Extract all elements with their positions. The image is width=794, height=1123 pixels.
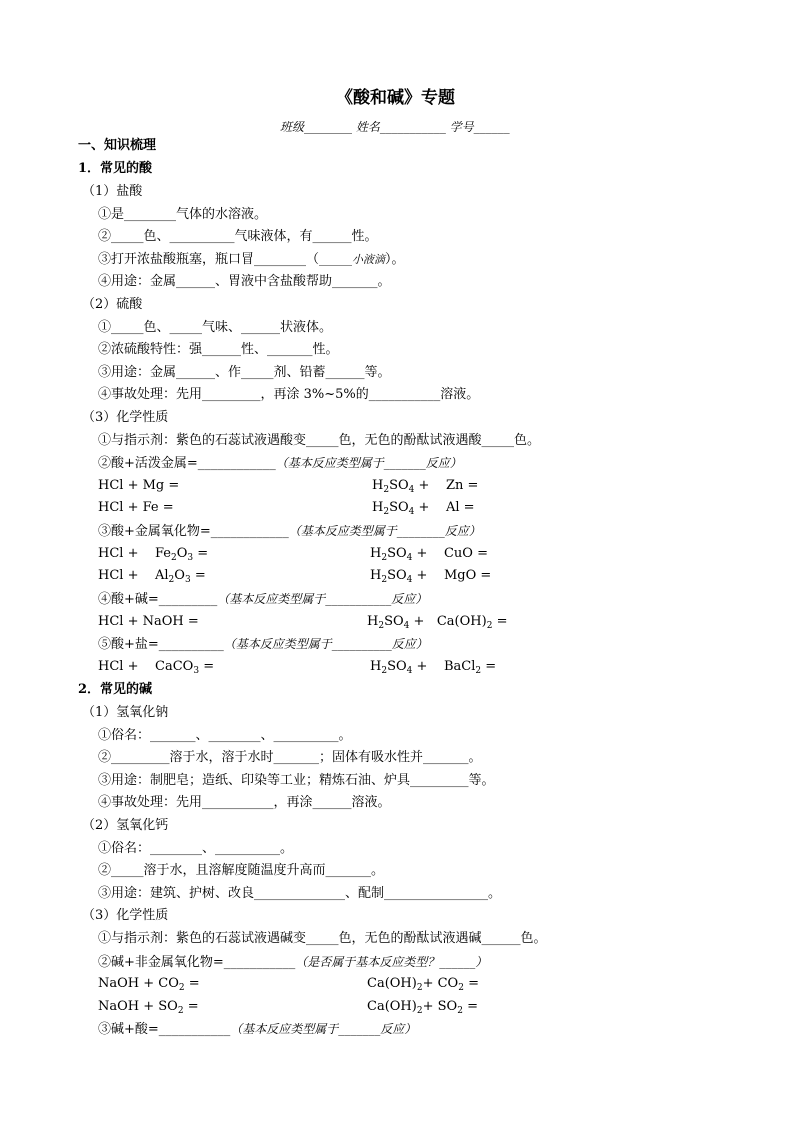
eq-hcl-al2o3-sub3: 3 [184,575,191,585]
eq-h2so4-bacl2-h: H [370,659,382,674]
eq-h2so4-caoh2-ca: Ca(OH) [436,614,487,629]
acid-salt-type: （基本反应类型属于__________反应） [223,637,428,651]
eq-h2so4-caoh2-sub2: 2 [378,621,385,631]
acid-indicator-line: ①与指示剂：紫色的石蕊试液遇酸变_____色，无色的酚酞试液遇酸_____色。 [98,433,541,448]
eq-h2so4-cuo-plus: + [416,546,428,561]
eq-hcl-mg: HCl + Mg = [98,478,180,493]
eq-h2so4-caoh2-so: SO [384,614,404,629]
eq-h2so4-al [372,500,475,516]
eq-h2so4-bacl2-sub2b: 2 [475,666,482,676]
eq-h2so4-bacl2-sub2: 2 [381,666,388,676]
eq-hcl-fe2o3-eq: = [197,546,209,561]
acid-base-line [98,591,427,608]
eq-h2so4-mgo-sub4: 4 [406,575,413,585]
eq-h2so4-al-rest: Al = [445,500,475,515]
eq-h2so4-bacl2-ba: BaCl [443,659,476,674]
eq-h2so4-zn-plus: + [418,478,430,493]
eq-caoh2-so2-plus: + [422,999,438,1014]
base-acid-line [98,1021,416,1038]
hcl-line-3-close: ）。 [385,252,405,267]
h2so4-line-2: ②浓硫酸特性：强______性、_______性。 [98,342,339,357]
eq-h2so4-bacl2 [370,659,496,675]
eq-hcl-fe2o3 [98,546,208,562]
acid-oxide-line [98,523,481,540]
eq-h2so4-zn-h: H [372,478,384,493]
naoh-line-3: ③用途：制肥皂；造纸、印染等工业；精炼石油、炉具_________等。 [98,773,495,788]
eq-caoh2-co2-eq: = [468,976,479,991]
caoh-line-1: ①俗名：________、__________。 [98,841,294,856]
acid-salt-formula: ⑤酸+盐=__________ [98,637,224,652]
eq-hcl-al2o3-o: O [174,568,185,583]
eq-h2so4-caoh2-h: H [367,614,379,629]
eq-hcl-al2o3-eq: = [194,568,206,583]
eq-h2so4-cuo-sub4: 4 [406,553,413,563]
caoh-line-2: ②_____溶于水，且溶解度随温度升高而_______。 [98,863,385,878]
eq-naoh-so2-sub2: 2 [177,1006,184,1016]
eq-hcl-caco3-eq: = [203,659,215,674]
eq-hcl-caco3-ca: CaCO [155,659,194,674]
eq-hcl-fe: HCl + Fe = [98,500,174,515]
bases-heading: 2．常见的碱 [78,682,153,697]
eq-h2so4-caoh2-sub4: 4 [403,621,410,631]
eq-caoh2-so2-ca: Ca(OH) [367,999,417,1014]
eq-hcl-caco3-hcl: HCl + [98,659,139,674]
eq-hcl-al2o3-al: Al [155,568,169,583]
eq-h2so4-zn-sub4: 4 [408,485,415,495]
eq-hcl-naoh: HCl + NaOH = [98,614,199,629]
eq-naoh-co2-sub2: 2 [178,983,185,993]
base-oxide-formula: ②碱+非金属氧化物=___________ [98,955,296,970]
eq-h2so4-al-plus: + [418,500,430,515]
student-info-line: 班级________ 姓名___________ 学号______ [280,120,510,134]
hcl-line-3-note: ______小液滴 [319,253,386,266]
eq-h2so4-cuo-sub2: 2 [381,553,388,563]
caoh-heading: （2）氢氧化钙 [82,818,169,833]
eq-caoh2-co2-plus: + [422,976,438,991]
hcl-line-2: ②_____色、__________气味液体，有______性。 [98,229,378,244]
eq-hcl-fe2o3-hcl: HCl + [98,546,139,561]
eq-hcl-fe2o3-sub3: 3 [187,553,194,563]
eq-caoh2-so2 [367,999,478,1015]
eq-hcl-fe2o3-sub2: 2 [171,553,177,563]
eq-h2so4-al-sub2: 2 [383,507,390,517]
caoh-line-3: ③用途：建筑、护树、改良______________、配制________________。 [98,886,502,901]
eq-h2so4-caoh2-eq: = [496,614,508,629]
acids-heading: 1．常见的酸 [78,161,153,176]
eq-h2so4-caoh2 [367,614,507,630]
eq-h2so4-mgo-rest: MgO = [443,568,492,583]
eq-hcl-al2o3-hcl: HCl + [98,568,139,583]
eq-h2so4-mgo-plus: + [416,568,428,583]
eq-h2so4-cuo-rest: CuO = [443,546,488,561]
eq-h2so4-bacl2-so: SO [387,659,407,674]
base-chem-heading: （3）化学性质 [82,908,169,923]
eq-caoh2-co2-co: CO [437,976,459,991]
eq-h2so4-bacl2-eq: = [485,659,497,674]
acid-oxide-type: （基本反应类型属于________反应） [288,524,481,538]
hcl-heading: （1）盐酸 [82,184,143,199]
base-indicator-line: ①与指示剂：紫色的石蕊试液遇碱变_____色，无色的酚酞试液遇碱______色。 [98,931,547,946]
eq-h2so4-cuo [370,546,488,562]
hcl-line-3-text: ③打开浓盐酸瓶塞，瓶口冒________（ [98,252,320,267]
eq-naoh-co2-l: NaOH + CO [98,976,179,991]
eq-h2so4-caoh2-plus: + [413,614,425,629]
naoh-line-4: ④事故处理：先用___________，再涂______溶液。 [98,795,391,810]
eq-h2so4-mgo-sub2: 2 [381,575,388,585]
base-acid-formula: ③碱+酸=___________ [98,1022,231,1037]
eq-caoh2-so2-sub2b: 2 [457,1006,463,1016]
eq-caoh2-so2-so: SO [437,999,458,1014]
eq-h2so4-bacl2-sub4: 4 [406,666,413,676]
hcl-line-1: ①是________气体的水溶液。 [98,207,268,222]
naoh-heading: （1）氢氧化钠 [82,705,169,720]
base-acid-type: （基本反应类型属于_______反应） [230,1022,417,1036]
naoh-line-2: ②_________溶于水，溶于水时_______；固体有吸水性并_______。 [98,750,482,765]
eq-caoh2-co2-sub2: 2 [416,983,423,993]
eq-hcl-fe2o3-o: O [176,546,188,561]
eq-h2so4-bacl2-plus: + [416,659,428,674]
eq-hcl-al2o3 [98,568,206,584]
h2so4-line-4: ④事故处理：先用_________，再涂 3%~5%的___________溶液。 [98,387,480,402]
section-heading: 一、知识梳理 [78,138,157,153]
eq-h2so4-zn-rest: Zn = [445,478,479,493]
hcl-line-4: ④用途：金属______、胃液中含盐酸帮助_______。 [98,274,391,289]
eq-h2so4-cuo-h: H [370,546,382,561]
eq-h2so4-al-sub4: 4 [408,507,415,517]
acid-chem-heading: （3）化学性质 [82,410,169,425]
eq-h2so4-zn-sub2: 2 [383,485,390,495]
acid-metal-line [98,455,462,472]
eq-caoh2-so2-sub2: 2 [416,1006,423,1016]
eq-hcl-caco3 [98,659,214,675]
eq-h2so4-cuo-so: SO [387,546,407,561]
eq-h2so4-zn [372,478,478,494]
eq-caoh2-so2-eq: = [467,999,478,1014]
acid-base-formula: ④酸+碱=_________ [98,592,218,607]
eq-naoh-co2 [98,976,200,992]
acid-salt-line [98,636,428,653]
eq-hcl-al2o3-sub2: 2 [168,575,175,585]
acid-metal-formula: ②酸+活泼金属=____________ [98,456,276,471]
eq-h2so4-al-so: SO [389,500,409,515]
eq-h2so4-mgo-h: H [370,568,382,583]
eq-h2so4-mgo-so: SO [387,568,407,583]
acid-oxide-formula: ③酸+金属氧化物=____________ [98,524,289,539]
eq-naoh-so2-l: NaOH + SO [98,999,178,1014]
eq-h2so4-al-h: H [372,500,384,515]
eq-caoh2-co2-ca: Ca(OH) [367,976,417,991]
acid-base-type: （基本反应类型属于___________反应） [217,592,428,606]
base-oxide-line [98,954,487,971]
page-title: 《酸和碱》专题 [336,88,455,108]
eq-naoh-so2 [98,999,199,1015]
eq-h2so4-caoh2-sub2b: 2 [486,621,493,631]
eq-naoh-co2-eq: = [188,976,200,991]
h2so4-heading: （2）硫酸 [82,297,143,312]
hcl-line-3 [98,252,405,268]
acid-metal-type: （基本反应类型属于_______反应） [275,456,462,470]
eq-h2so4-zn-so: SO [389,478,409,493]
eq-hcl-caco3-sub3: 3 [193,666,200,676]
h2so4-line-1: ①_____色、_____气味、______状液体。 [98,320,333,335]
naoh-line-1: ①俗名：_______、________、__________。 [98,728,352,743]
eq-naoh-so2-eq: = [187,999,199,1014]
eq-caoh2-co2-sub2b: 2 [458,983,464,993]
base-oxide-type: （是否属于基本反应类型？______） [295,955,488,969]
h2so4-line-3: ③用途：金属______、作_____剂、铅蓄______等。 [98,365,391,380]
eq-h2so4-mgo [370,568,491,584]
eq-hcl-fe2o3-fe: Fe [155,546,172,561]
eq-caoh2-co2 [367,976,479,992]
